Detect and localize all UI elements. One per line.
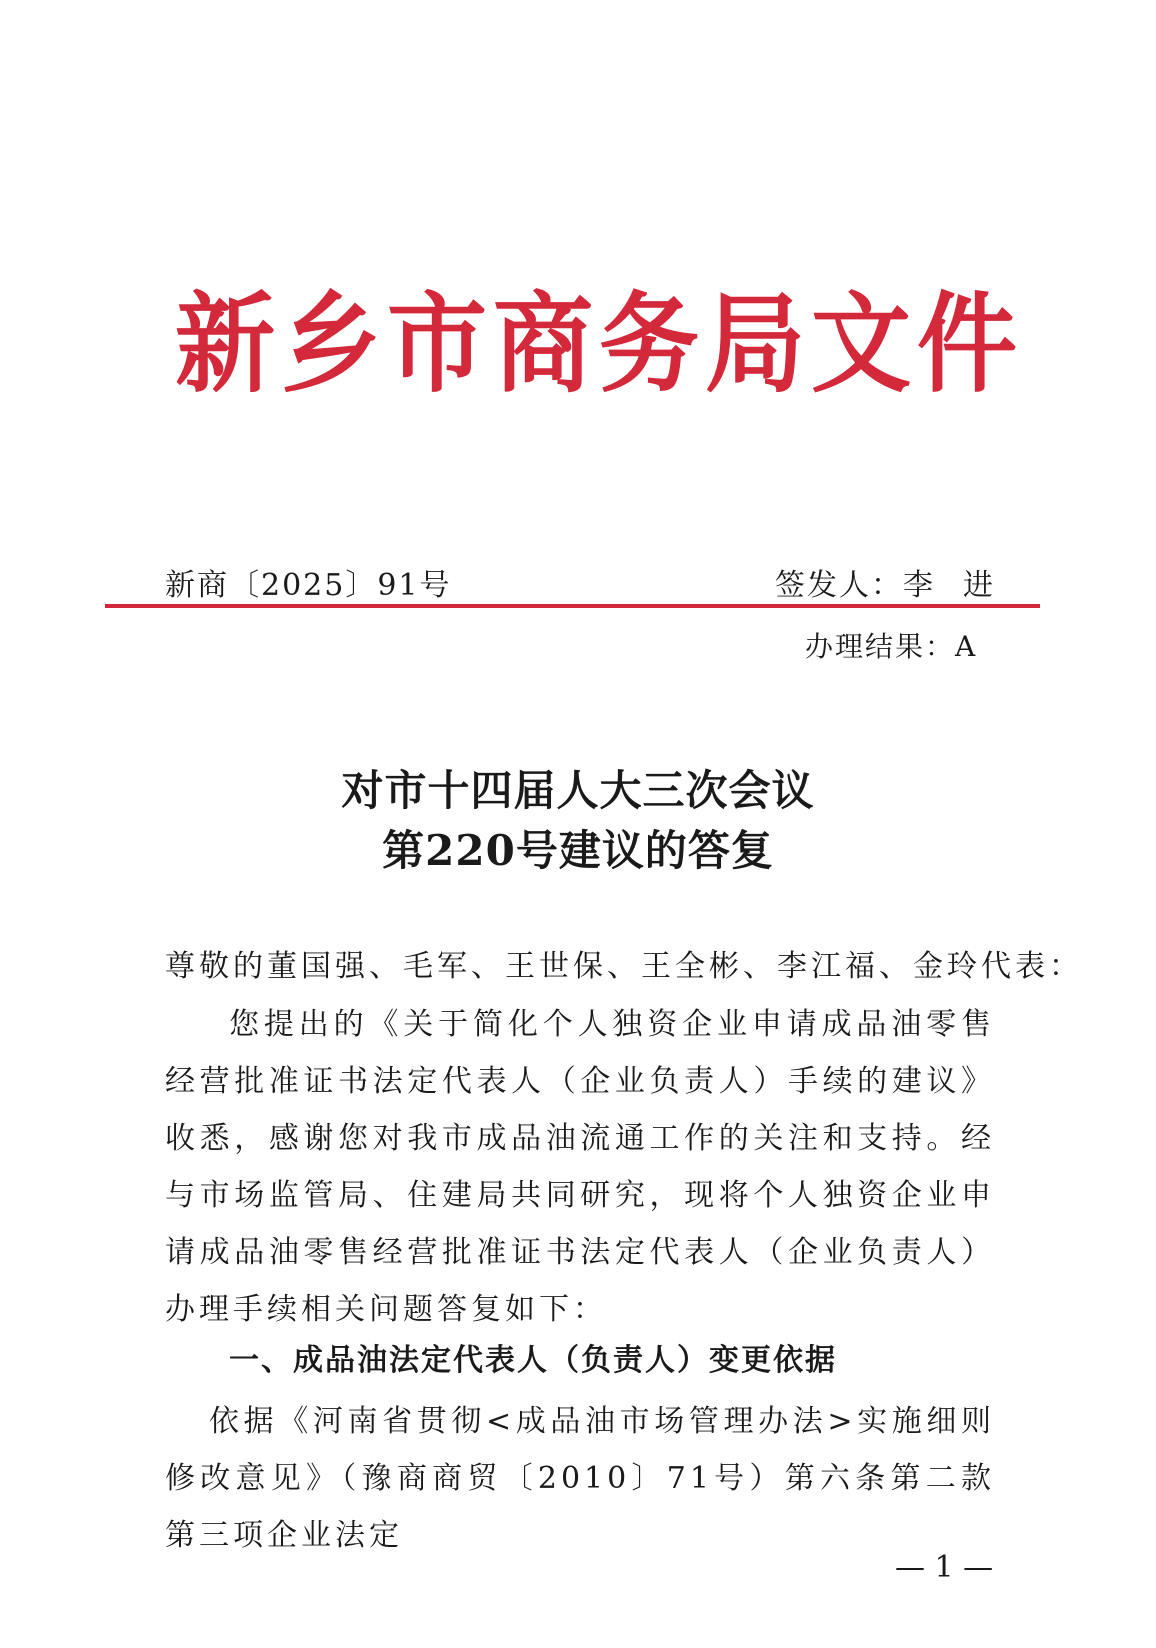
reply-title-line-1: 对市十四届人大三次会议 — [341, 766, 815, 815]
section-heading-1: 一、成品油法定代表人（负责人）变更依据 — [229, 1343, 837, 1378]
body-paragraph-2: 依据《河南省贯彻<成品油市场管理办法>实施细则修改意见》（豫商商贸〔2010〕71号）第六条第二款第三项企业法定 — [165, 1404, 995, 1553]
page-number: — 1 — — [895, 1550, 994, 1585]
agency-masthead: 新乡市商务局文件 — [175, 279, 1023, 408]
signer-label: 签发人： — [775, 568, 903, 603]
salutation: 尊敬的董国强、毛军、王世保、王全彬、李江福、金玲代表： — [165, 949, 1083, 984]
document-number: 新商〔2025〕91号 — [165, 568, 452, 603]
reply-title-line-2: 第220号建议的答复 — [382, 826, 774, 875]
handling-result: 办理结果：A — [805, 630, 978, 663]
body-paragraph-1: 您提出的《关于简化个人独资企业申请成品油零售经营批准证书法定代表人（企业负责人）手续的建议》收悉，感谢您对我市成品油流通工作的关注和支持。经与市场监管局、住建局共同研究，现将个人独资企业申请成品油零售经营批准证书法定代表人（企业负责人）办理手续相关问题答复如下： — [165, 1007, 995, 1327]
signer-line — [775, 560, 995, 604]
signer-name-second: 进 — [963, 568, 995, 603]
signer-name-first: 李 — [903, 568, 935, 603]
red-divider-line — [105, 604, 1040, 608]
